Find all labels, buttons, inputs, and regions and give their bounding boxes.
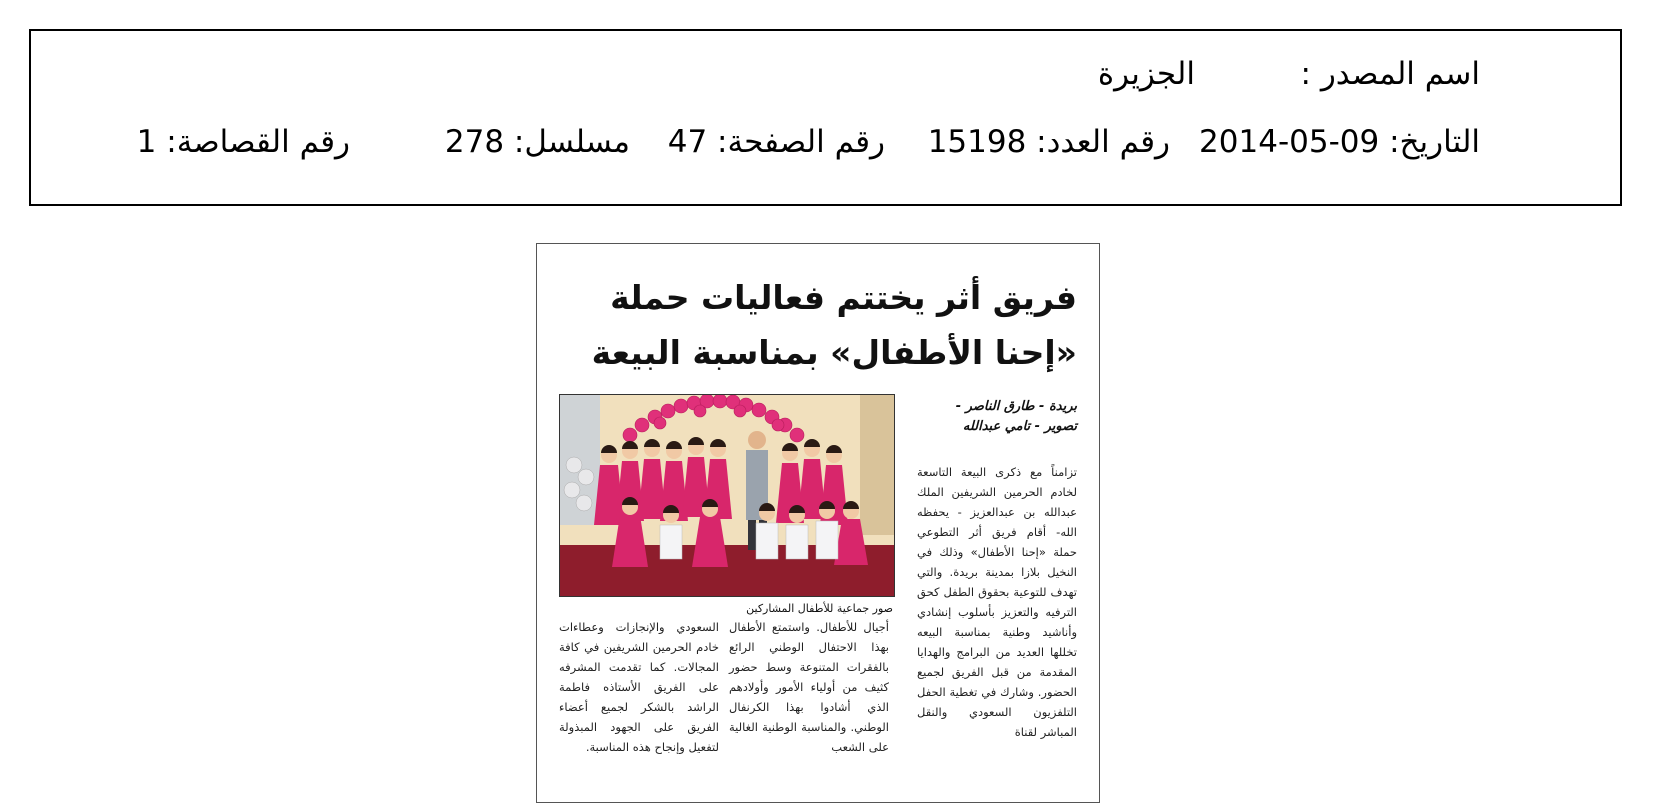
newspaper-clipping — [536, 243, 1100, 803]
byline-photographer: تصوير - تامي عبدالله — [962, 419, 1077, 434]
clip-number-field: رقم القصاصة: 1 — [136, 124, 350, 160]
date-field: التاريخ: 09-05-2014 — [1199, 124, 1480, 160]
source-label: اسم المصدر : — [1300, 56, 1480, 92]
children-group-photo — [560, 395, 895, 597]
article-byline — [917, 397, 1077, 437]
article-headline: فريق أثر يختتم فعاليات حملة «إحنا الأطفال» بمناسبة البيعة — [591, 278, 1077, 372]
photo-caption: صور جماعية للأطفال المشاركين — [746, 602, 893, 615]
article-column-middle: أجيال للأطفال. واستمتع الأطفال بهذا الاحتفال الوطني الرائع بالفقرات المتنوعة وسط حضور كثيف من أولياء الأمور وأولادهم الذي أشادوا بهذا الكرنفال الوطني. والمناسبة الوطنية الغالية على الشعب — [729, 620, 889, 754]
page-number-field: رقم الصفحة: 47 — [667, 124, 885, 160]
byline-reporter: بريدة - طارق الناصر - — [955, 399, 1077, 414]
source-value: الجزيرة — [1097, 56, 1195, 92]
issue-number-field: رقم العدد: 15198 — [927, 124, 1170, 160]
clipping-header — [29, 29, 1622, 206]
article-photo — [559, 394, 895, 597]
article-column-left: السعودي والإنجازات وعطاءات خادم الحرمين الشريفين في كافة المجالات. كما تقدمت المشرفه على الفريق الأستاذه فاطمة الراشد بالشكر لجميع أعضاء الفريق على الجهود المبذولة لتفعيل وإنجاح هذه المناسبة. — [559, 620, 719, 754]
serial-field: مسلسل: 278 — [444, 124, 630, 160]
article-column-right: تزامناً مع ذكرى البيعة التاسعة لخادم الحرمين الشريفين الملك عبدالله بن عبدالعزيز - يحفظه الله- أقام فريق أثر التطوعي حملة «إحنا الأطفال» وذلك في النخيل بلازا بمدينة بريدة. والتي تهدف للتوعية بحقوق الطفل كحق الترفيه والتعزيز بأسلوب إنشادي وأناشيد وطنية بمناسبة البيعه تخللها العديد من البرامج والهدايا المقدمة من قبل الفريق لجميع الحضور. وشارك في تغطية الحفل التلفزيون السعودي والنقل المباشر لقناة — [917, 465, 1077, 739]
